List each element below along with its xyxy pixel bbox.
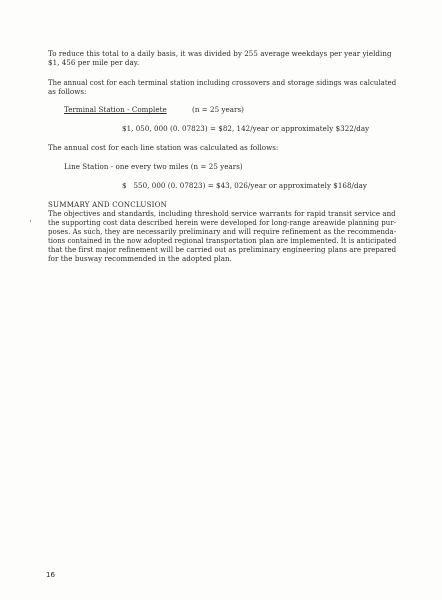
- line-station-intro: The annual cost for each line station was calculated as follows:: [48, 143, 279, 152]
- summary-line-3: poses. As such, they are necessarily preliminary and will require refinement as the recommenda-: [48, 227, 397, 236]
- daily-basis-line-2: $1, 456 per mile per day.: [48, 58, 140, 67]
- page-number: 16: [46, 571, 55, 579]
- line-station-formula: $ 550, 000 (0. 07823) = $43, 026/year or approximately $168/day: [122, 181, 367, 190]
- summary-line-6: for the busway recommended in the adopted plan.: [48, 254, 232, 263]
- summary-heading: SUMMARY AND CONCLUSION: [48, 200, 168, 209]
- line-station-label: Line Station - one every two miles (n = 25 years): [64, 162, 243, 171]
- terminal-intro-line-2: as follows:: [48, 87, 87, 96]
- terminal-intro-line-1: The annual cost for each terminal station including crossovers and storage sidings was calculated: [48, 78, 397, 87]
- daily-basis-line-1: To reduce this total to a daily basis, it was divided by 255 average weekdays per year yielding: [48, 49, 392, 58]
- terminal-station-formula: $1, 050, 000 (0. 07823) = $82, 142/year or approximately $322/day: [122, 124, 370, 133]
- summary-line-4: tions contained in the now adopted regional transportation plan are implemented. It is anticipated: [48, 236, 397, 245]
- summary-line-1: The objectives and standards, including threshold service warrants for rapid transit service and: [48, 209, 396, 218]
- summary-line-2: the supporting cost data described herein were developed for long-range areawide planning pur-: [48, 218, 397, 227]
- terminal-station-term: (n = 25 years): [192, 105, 245, 114]
- terminal-station-label: Terminal Station - Complete: [64, 105, 167, 114]
- summary-line-5: that the first major refinement will be carried out as preliminary engineering plans are prepared: [48, 245, 397, 254]
- scan-speck: [30, 220, 31, 222]
